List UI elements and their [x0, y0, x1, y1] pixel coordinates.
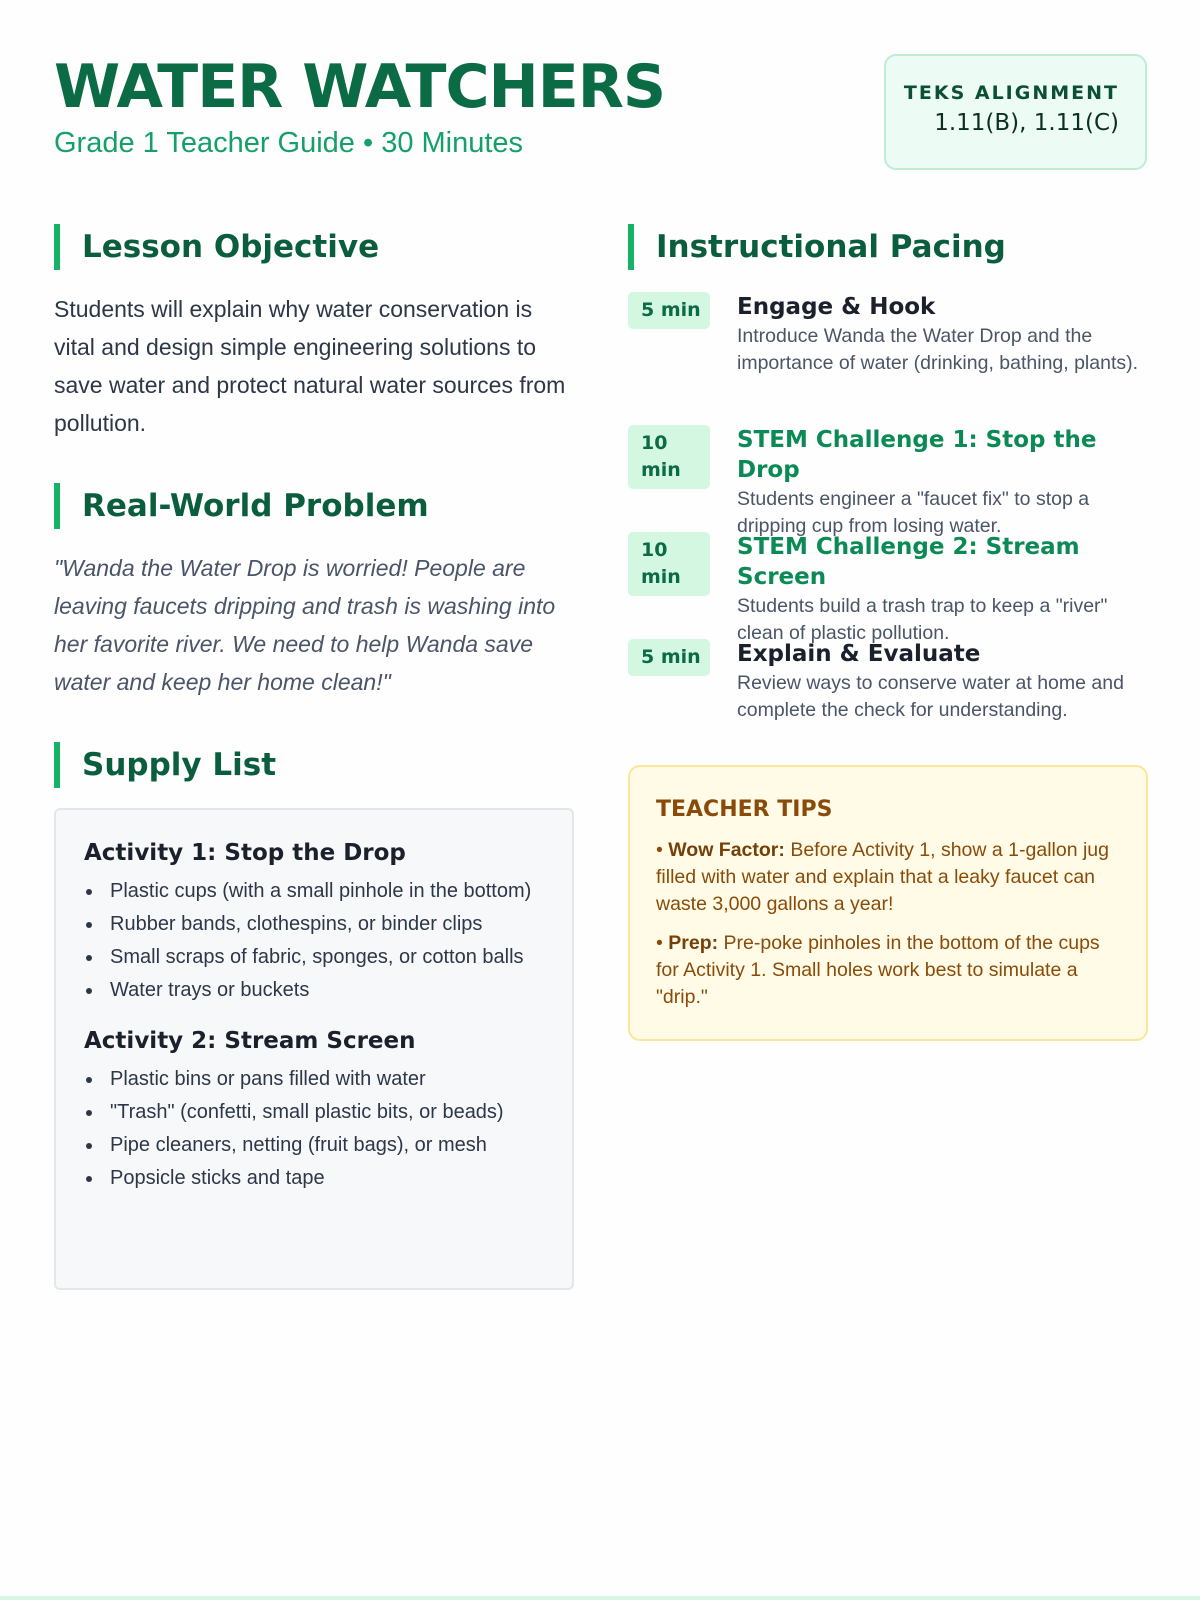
- time-badge: 10 min: [628, 532, 710, 596]
- teacher-tips-box: [628, 765, 1148, 1041]
- supply-list-box: [54, 808, 574, 1290]
- list-item: Small scraps of fabric, sponges, or cotton balls: [84, 944, 544, 971]
- bottom-accent-bar: [0, 1596, 1200, 1600]
- pacing-step-desc: Students engineer a "faucet fix" to stop a dripping cup from losing water.: [737, 488, 1090, 537]
- teacher-tips-heading: TEACHER TIPS: [656, 797, 833, 822]
- list-item: "Trash" (confetti, small plastic bits, or beads): [84, 1099, 544, 1126]
- pacing-step-desc: Students build a trash trap to keep a "river" clean of plastic pollution.: [737, 595, 1108, 644]
- list-item: Water trays or buckets: [84, 977, 544, 1004]
- pacing-step-title: STEM Challenge 1: Stop the Drop: [737, 427, 1097, 483]
- list-item: Plastic cups (with a small pinhole in the bottom): [84, 878, 544, 905]
- teks-label: TEKS ALIGNMENT: [903, 82, 1119, 104]
- list-item: Rubber bands, clothespins, or binder clips: [84, 911, 544, 938]
- tip-text: Pre-poke pinholes in the bottom of the cups for Activity 1. Small holes work best to simulate a "drip.": [656, 932, 1100, 1008]
- real-world-problem-heading: Real-World Problem: [54, 483, 429, 529]
- activity-1-title: Activity 1: Stop the Drop: [84, 840, 406, 866]
- tip-text: Before Activity 1, show a 1-gallon jug filled with water and explain that a leaky faucet can waste 3,000 gallons a year!: [656, 839, 1109, 915]
- activity-2-supply-list: [84, 1066, 544, 1192]
- pacing-step-desc: Introduce Wanda the Water Drop and the importance of water (drinking, bathing, plants).: [737, 325, 1139, 374]
- time-badge: 5 min: [628, 639, 710, 676]
- list-item: Pipe cleaners, netting (fruit bags), or mesh: [84, 1132, 544, 1159]
- list-item: Plastic bins or pans filled with water: [84, 1066, 544, 1093]
- activity-1-supply-list: [84, 878, 544, 1004]
- activity-2-title: Activity 2: Stream Screen: [84, 1028, 416, 1054]
- supply-list-heading: Supply List: [54, 742, 276, 788]
- teks-alignment-card: [884, 54, 1147, 170]
- teacher-tip: • Wow Factor: Before Activity 1, show a 1-gallon jug filled with water and explain that a leaky faucet can waste 3,000 gallons a year!: [656, 839, 1109, 915]
- page-subtitle: Grade 1 Teacher Guide • 30 Minutes: [54, 127, 524, 159]
- pacing-step-desc: Review ways to conserve water at home and complete the check for understanding.: [737, 672, 1124, 721]
- pacing-step-title: STEM Challenge 2: Stream Screen: [737, 534, 1080, 590]
- lesson-objective-text: Students will explain why water conservation is vital and design simple engineering solutions to save water and protect natural water sources from pollution.: [54, 296, 566, 436]
- tip-label: Prep:: [668, 932, 719, 954]
- lesson-objective-heading: Lesson Objective: [54, 224, 379, 270]
- real-world-problem-quote: "Wanda the Water Drop is worried! People are leaving faucets dripping and trash is washing into her favorite river. We need to help Wanda save water and keep her home clean!": [54, 555, 556, 695]
- pacing-step-title: Explain & Evaluate: [737, 641, 981, 667]
- pacing-step-title: Engage & Hook: [737, 294, 936, 320]
- teacher-tip: • Prep: Pre-poke pinholes in the bottom of the cups for Activity 1. Small holes work best to simulate a "drip.": [656, 932, 1100, 1008]
- tip-label: Wow Factor:: [668, 839, 785, 861]
- page-header: [54, 50, 665, 160]
- time-badge: 10 min: [628, 425, 710, 489]
- instructional-pacing-heading: Instructional Pacing: [628, 224, 1006, 270]
- list-item: Popsicle sticks and tape: [84, 1165, 544, 1192]
- time-badge: 5 min: [628, 292, 710, 329]
- teks-value: 1.11(B), 1.11(C): [934, 110, 1119, 136]
- page-title: WATER WATCHERS: [54, 52, 666, 122]
